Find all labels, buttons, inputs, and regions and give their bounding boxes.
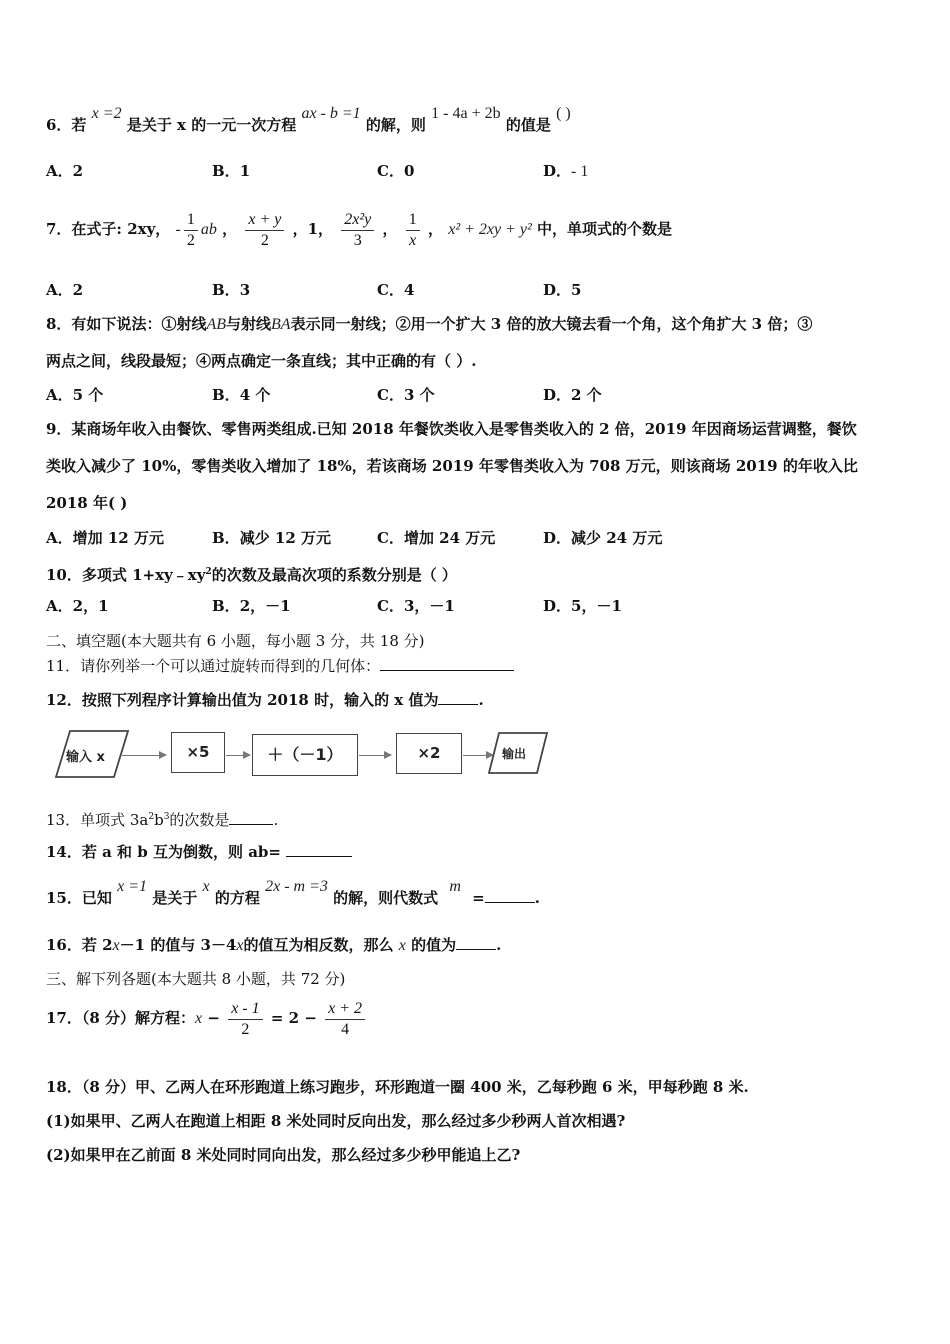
option-value: 4 个 [239, 386, 271, 404]
option-value: 减少 24 万元 [571, 529, 663, 547]
q7-ab: ab [200, 221, 217, 238]
frac-numerator: x + 2 [325, 999, 365, 1020]
q6-equation: ax - b =1 [301, 105, 361, 122]
option-label: C． [377, 281, 404, 299]
q7-polynomial: x² + 2xy + y² [448, 221, 532, 238]
option-value: 3 [239, 281, 251, 299]
option-value: 2 [72, 162, 84, 180]
option-label: D． [543, 386, 572, 404]
q17-equals-2-minus: = 2 − [270, 1009, 317, 1027]
q7-comma: ， [222, 220, 238, 238]
option-value: 4 [403, 281, 415, 299]
question-16 [46, 935, 501, 955]
question-8-line-2: 两点之间，线段最短；④两点确定一条直线；其中正确的有（ ）. [46, 352, 477, 370]
q6-text3: 的值是 [505, 116, 551, 134]
option-label: D． [543, 162, 572, 180]
frac-numerator: x + y [245, 210, 284, 231]
q16-text-c: 的值互为相反数，那么 [243, 936, 394, 954]
q7-option-c [377, 281, 414, 299]
q6-paren: ( ) [556, 105, 571, 122]
q11-answer-blank[interactable] [380, 656, 514, 671]
q16-text-a: 16．若 2 [46, 936, 113, 954]
frac-denominator: x [409, 231, 417, 249]
q8-text-c: 表示同一射线；②用一个扩大 3 倍的放大镜去看一个角，这个角扩大 3 倍；③ [290, 315, 813, 333]
q9-option-d [543, 529, 662, 547]
flow-step-times-2: ×2 [396, 733, 462, 774]
question-18-line-1: 18．（8 分）甲、乙两人在环形跑道上练习跑步，环形跑道一圈 400 米，乙每秒跑 6 米，甲每秒跑 8 米. [46, 1078, 749, 1096]
option-label: A． [46, 162, 73, 180]
frac-denominator: 2 [260, 231, 269, 249]
q15-period: . [534, 889, 540, 907]
q6-text2: 的解，则 [365, 116, 426, 134]
q13-text-b: b [154, 811, 164, 829]
option-value: 3，－1 [403, 597, 455, 615]
option-label: D． [543, 281, 572, 299]
q7-fraction-3 [341, 210, 374, 251]
option-value: 5 [571, 281, 582, 299]
q8-text-b: 与射线 [226, 315, 272, 333]
option-value: 5，－1 [571, 597, 622, 615]
frac-denominator: 2 [186, 231, 195, 249]
option-label: B． [212, 597, 240, 615]
q15-equals: = [472, 889, 485, 907]
q15-text-c: 的方程 [214, 889, 260, 907]
option-label: B． [212, 162, 240, 180]
flow-input-label: 输入 x [66, 750, 105, 765]
q6-cond: x =2 [91, 105, 122, 122]
q15-text-b: 是关于 [152, 889, 198, 907]
frac-numerator: 2x²y [341, 210, 374, 231]
q7-option-b [212, 281, 250, 299]
q15-x-equals-1: x =1 [117, 878, 148, 895]
q10-text-a: 10．多项式 1+xy﹣xy [46, 566, 206, 584]
q14-text: 14．若 a 和 b 互为倒数，则 ab= [46, 843, 281, 861]
question-8-line-1 [46, 315, 812, 334]
q16-period: . [496, 936, 502, 954]
flow-step-plus-neg-1: ＋（－1） [252, 734, 358, 776]
q13-text-a: 13．单项式 3a [46, 811, 149, 829]
q8-option-a [46, 386, 103, 404]
q6-option-b [212, 162, 250, 180]
q14-answer-blank[interactable] [286, 842, 352, 857]
q13-period: . [273, 811, 279, 829]
q16-answer-blank[interactable] [456, 935, 496, 950]
q17-fraction-1 [228, 999, 262, 1040]
q13-text-c: 的次数是 [169, 811, 230, 829]
option-value: 2 [72, 281, 84, 299]
q7-option-d [543, 281, 581, 299]
question-11 [46, 656, 514, 675]
q6-option-d [543, 162, 588, 181]
option-label: C． [377, 386, 404, 404]
flow-arrow-3 [359, 755, 391, 756]
frac-numerator: 1 [184, 210, 198, 231]
q6-option-a [46, 162, 83, 180]
question-12 [46, 690, 484, 709]
option-label: D． [543, 529, 572, 547]
q6-num: 6．若 [46, 116, 87, 134]
q8-option-d [543, 386, 602, 404]
q10-text-b: 的次数及最高次项的系数分别是（ ） [211, 566, 457, 584]
option-label: A． [46, 597, 73, 615]
option-value: 1 [239, 162, 251, 180]
q10-option-b [212, 597, 291, 615]
q13-answer-blank[interactable] [229, 810, 273, 825]
question-10 [46, 563, 457, 584]
option-value: 增加 12 万元 [72, 529, 164, 547]
question-14 [46, 842, 352, 861]
q6-option-c [377, 162, 414, 180]
q7-comma: ， [427, 220, 443, 238]
q9-option-b [212, 529, 331, 547]
option-value: 5 个 [72, 386, 104, 404]
question-9-line-3: 2018 年( ) [46, 494, 128, 512]
q10-option-d [543, 597, 622, 615]
q15-x: x [202, 878, 210, 895]
option-value: 增加 24 万元 [403, 529, 496, 547]
flow-output-label: 输出 [502, 747, 527, 761]
q10-option-a [46, 597, 109, 615]
q15-text-d: 的解，则代数式 [333, 889, 439, 907]
frac-numerator: x - 1 [228, 999, 262, 1020]
question-18-line-2: (1)如果甲、乙两人在跑道上相距 8 米处同时反向出发，那么经过多少秒两人首次相遇? [46, 1112, 626, 1130]
q11-text: 11．请你列举一个可以通过旋转而得到的几何体： [46, 657, 381, 675]
question-17 [46, 996, 368, 1041]
option-value: 2 个 [571, 386, 602, 404]
q15-m: m [449, 878, 461, 895]
option-value: - 1 [571, 163, 589, 180]
option-label: B． [212, 281, 240, 299]
frac-denominator: 3 [353, 231, 362, 249]
option-label: B． [212, 386, 240, 404]
q16-x: x [236, 937, 244, 954]
q7-num: 7．在式子: 2xy， [46, 220, 171, 238]
frac-numerator: 1 [406, 210, 420, 231]
section-3-heading: 三、解下列各题(本大题共 8 小题，共 72 分) [46, 970, 346, 988]
q8-text-a: 8．有如下说法：①射线 [46, 315, 207, 333]
option-label: B． [212, 529, 240, 547]
q6-text1: 是关于 x 的一元一次方程 [126, 116, 297, 134]
option-value: 0 [403, 162, 415, 180]
q8-ray-ba: BA [271, 316, 291, 333]
q8-option-b [212, 386, 270, 404]
q15-text-a: 15．已知 [46, 889, 112, 907]
question-13 [46, 808, 278, 829]
q13-sup-2: 3 [163, 812, 170, 822]
frac-denominator: 4 [341, 1020, 350, 1038]
q7-option-a [46, 281, 83, 299]
option-value: 2，－1 [239, 597, 291, 615]
q7-tail: 中，单项式的个数是 [537, 220, 673, 238]
q7-comma: ， [382, 220, 398, 238]
option-value: 减少 12 万元 [239, 529, 332, 547]
q9-option-a [46, 529, 164, 547]
option-value: 3 个 [403, 386, 435, 404]
q16-x: x [398, 937, 406, 954]
q15-equation: 2x - m =3 [265, 878, 328, 895]
q17-text: 17．（8 分）解方程： [46, 1009, 196, 1027]
option-label: A． [46, 529, 73, 547]
option-label: C． [377, 529, 404, 547]
q12-period: . [478, 691, 484, 709]
option-label: C． [377, 162, 404, 180]
q12-answer-blank[interactable] [438, 690, 478, 705]
flow-arrow-2 [226, 755, 250, 756]
q17-minus: − [207, 1009, 220, 1027]
q13-sup-1: 2 [148, 812, 155, 822]
q10-option-c [377, 597, 455, 615]
q17-fraction-2 [325, 999, 365, 1040]
flow-arrow-1 [122, 755, 166, 756]
q16-text-b: －1 的值与 3－4 [119, 936, 237, 954]
option-label: C． [377, 597, 404, 615]
q16-text-d: 的值为 [411, 936, 457, 954]
q7-mid: ，1， [292, 220, 334, 238]
q7-fraction-2 [245, 210, 284, 251]
q7-neg-sign: - [175, 221, 181, 238]
option-value: 2，1 [72, 597, 109, 615]
question-15 [46, 878, 540, 908]
frac-denominator: 2 [241, 1020, 250, 1038]
question-7 [46, 205, 672, 254]
question-6 [46, 105, 571, 135]
option-label: D． [543, 597, 572, 615]
q6-expression: 1 - 4a + 2b [431, 105, 501, 122]
q7-fraction-4 [406, 210, 420, 251]
option-label: A． [46, 386, 73, 404]
question-18-line-3: (2)如果甲在乙前面 8 米处同时同向出发，那么经过多少秒甲能追上乙? [46, 1146, 521, 1164]
q7-fraction-1 [184, 210, 198, 251]
question-9-line-1: 9．某商场年收入由餐饮、零售两类组成.已知 2018 年餐饮类收入是零售类收入的 2 倍，2019 年因商场运营调整，餐饮 [46, 420, 857, 438]
question-9-line-2: 类收入减少了 10%，零售类收入增加了 18%，若该商场 2019 年零售类收入为 708 万元，则该商场 2019 的年收入比 [46, 457, 858, 475]
q12-text: 12．按照下列程序计算输出值为 2018 时，输入的 x 值为 [46, 691, 439, 709]
q8-option-c [377, 386, 435, 404]
option-label: A． [46, 281, 73, 299]
q10-superscript: 2 [205, 567, 212, 577]
q17-x: x [195, 1010, 203, 1027]
flow-step-times-5: ×5 [171, 732, 225, 773]
q15-answer-blank[interactable] [485, 888, 535, 903]
q16-x: x [112, 937, 120, 954]
q8-ray-ab: AB [206, 316, 226, 333]
section-2-heading: 二、填空题(本大题共有 6 小题，每小题 3 分，共 18 分) [46, 632, 425, 650]
q9-option-c [377, 529, 495, 547]
